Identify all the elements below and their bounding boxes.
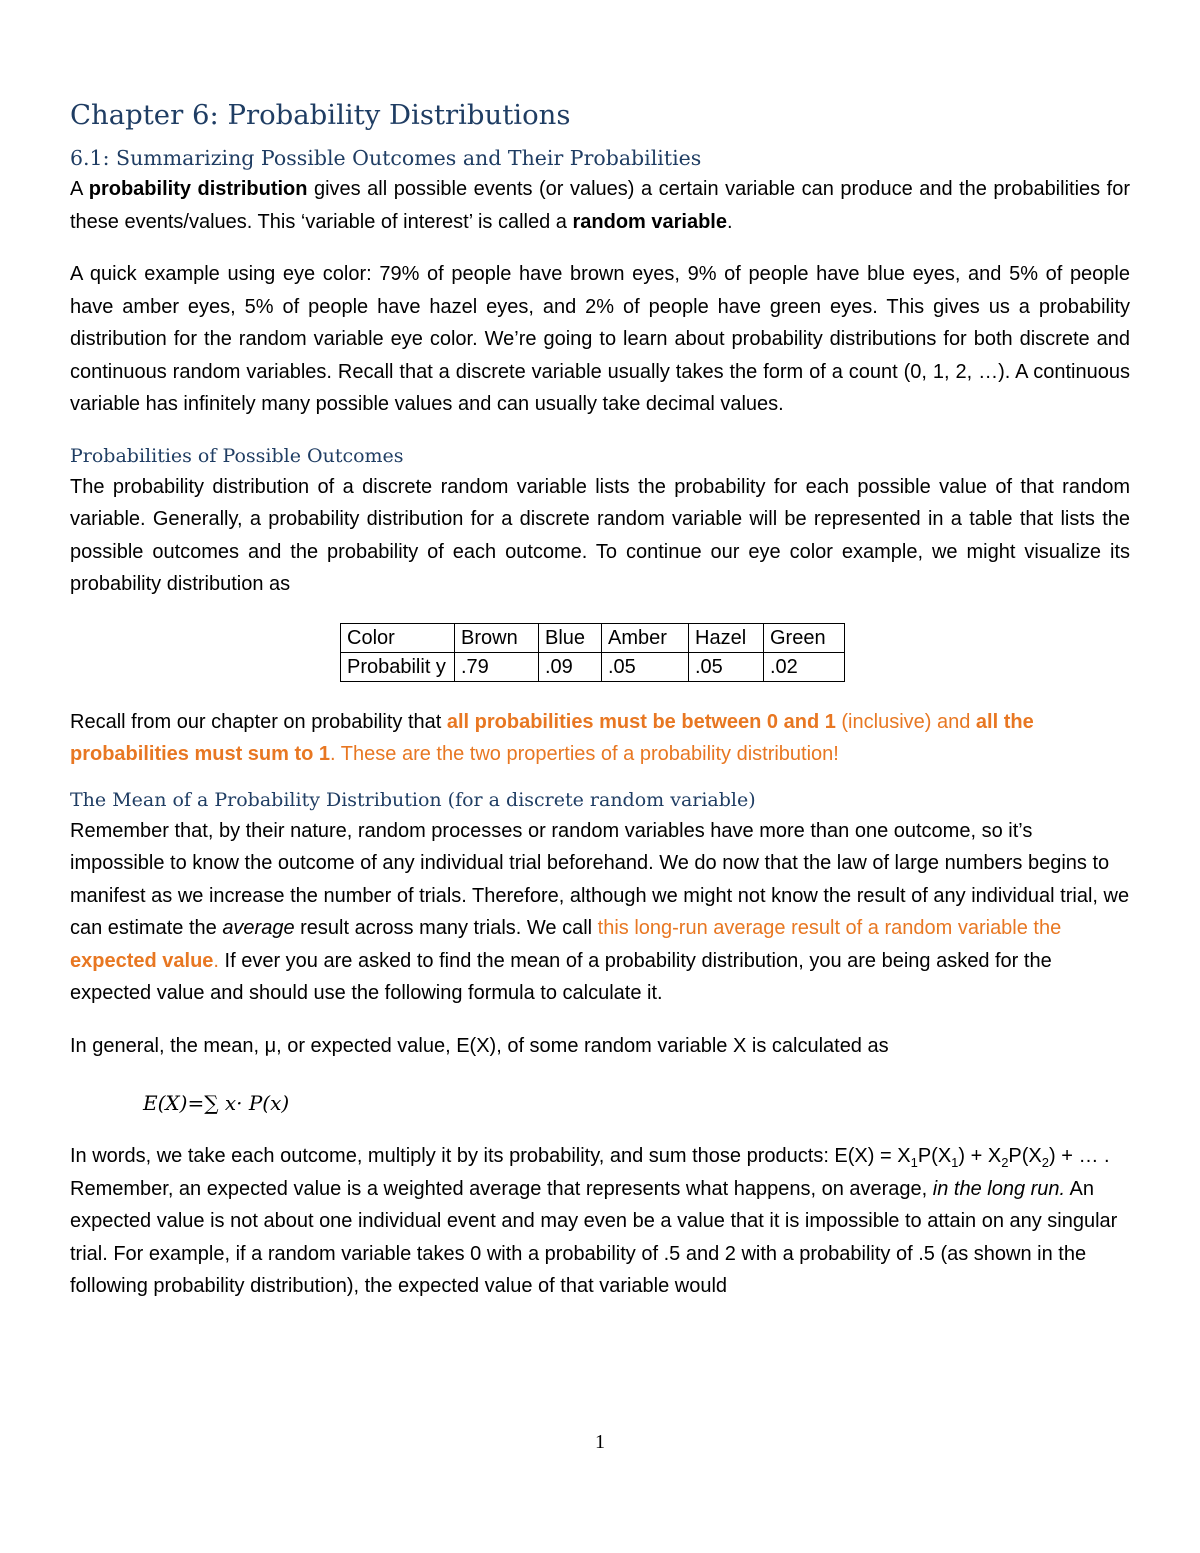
table-row (341, 652, 845, 681)
table-cell: Brown (455, 623, 539, 652)
table-cell: .79 (455, 652, 539, 681)
section-title: 6.1: Summarizing Possible Outcomes and Their Probabilities (70, 146, 702, 170)
table-cell: Blue (539, 623, 602, 652)
chapter-title: Chapter 6: Probability Distributions (70, 99, 571, 131)
table-cell: Green (764, 623, 845, 652)
table-cell: Color (341, 623, 455, 652)
in-words-paragraph: In words, we take each outcome, multiply it by its probability, and sum those products: $E(X) = X_1P(X_1) + X_2P(X_2)$ + … . Remember, an expected value is a weighted average that represents what happens, on average, in the long run. An expected value is not about one individual event and may even be a value that it is impossible to attain on any singular trial. For example, if a random variable takes 0 with a probability of .5 and 2 with a probability of .5 (as shown in the following probability distribution), the expected value of that variable would (70, 1145, 1118, 1297)
table-cell: .02 (764, 652, 845, 681)
property-between-0-and-1: all probabilities must be between 0 and 1 (446, 710, 836, 733)
table-cell: Amber (602, 623, 689, 652)
table-row (341, 623, 845, 652)
intro-paragraph: A probability distribution gives all possible events (or values) a certain variable can produce and the probabilities for these events/values. This ‘variable of interest’ is called a random variable. (70, 178, 1130, 233)
table-cell: Probabilit y (341, 652, 455, 681)
table-cell: .05 (602, 652, 689, 681)
table-cell: .09 (539, 652, 602, 681)
table-cell: .05 (689, 652, 764, 681)
sigma-symbol: ∑ (204, 1091, 219, 1115)
page-number: 1 (595, 1431, 605, 1453)
outcomes-paragraph: The probability distribution of a discrete random variable lists the probability for each possible value of that random variable. Generally, a probability distribution for a discrete random variable will be represented in a table that lists the possible outcomes and the probability of each outcome. To continue our eye color example, we might visualize its probability distribution as (70, 475, 1130, 595)
recall-paragraph: Recall from our chapter on probability that all probabilities must be between 0 and 1 (inclusive) and all the probabilities must sum to 1. These are the two properties of a probability distribution! (70, 710, 1034, 765)
term-random-variable: random variable (572, 210, 727, 233)
document-page (70, 96, 1130, 1303)
term-probability-distribution: probability distribution (88, 178, 308, 200)
expected-value-formula: E(X)=∑ x· P(x) (143, 1091, 290, 1115)
mean-heading: The Mean of a Probability Distribution (for a discrete random variable) (70, 788, 756, 811)
eye-color-paragraph: A quick example using eye color: 79% of people have brown eyes, 9% of people have blue eyes, and 5% of people have amber eyes, 5% of people have hazel eyes, and 2% of people have green eyes. This gives us a probability distribution for the random variable eye color. We’re going to learn about probability distributions for both discrete and continuous random variables. Recall that a discrete variable usually takes the form of a count (0, 1, 2, …). A continuous variable has infinitely many possible values and can usually take decimal values. (70, 263, 1130, 415)
term-expected-value: expected value (70, 949, 214, 972)
mean-paragraph: Remember that, by their nature, random processes or random variables have more than one outcome, so it’s impossible to know the outcome of any individual trial beforehand. We do now that the law of large numbers begins to manifest as we increase the number of trials. Therefore, although we might not know the result of any individual trial, we can estimate the average result across many trials. We call this long-run average result of a random variable the expected value. If ever you are asked to find the mean of a probability distribution, you are being asked for the expected value and should use the following formula to calculate it. (70, 819, 1130, 1004)
eye-color-distribution-table (340, 623, 845, 682)
property-sum-to-1: all the probabilities must sum to 1 (70, 710, 1034, 765)
table-cell: Hazel (689, 623, 764, 652)
general-mean-paragraph: In general, the mean, μ, or expected value, E(X), of some random variable X is calculated as (70, 1034, 889, 1057)
outcomes-heading: Probabilities of Possible Outcomes (70, 444, 404, 467)
